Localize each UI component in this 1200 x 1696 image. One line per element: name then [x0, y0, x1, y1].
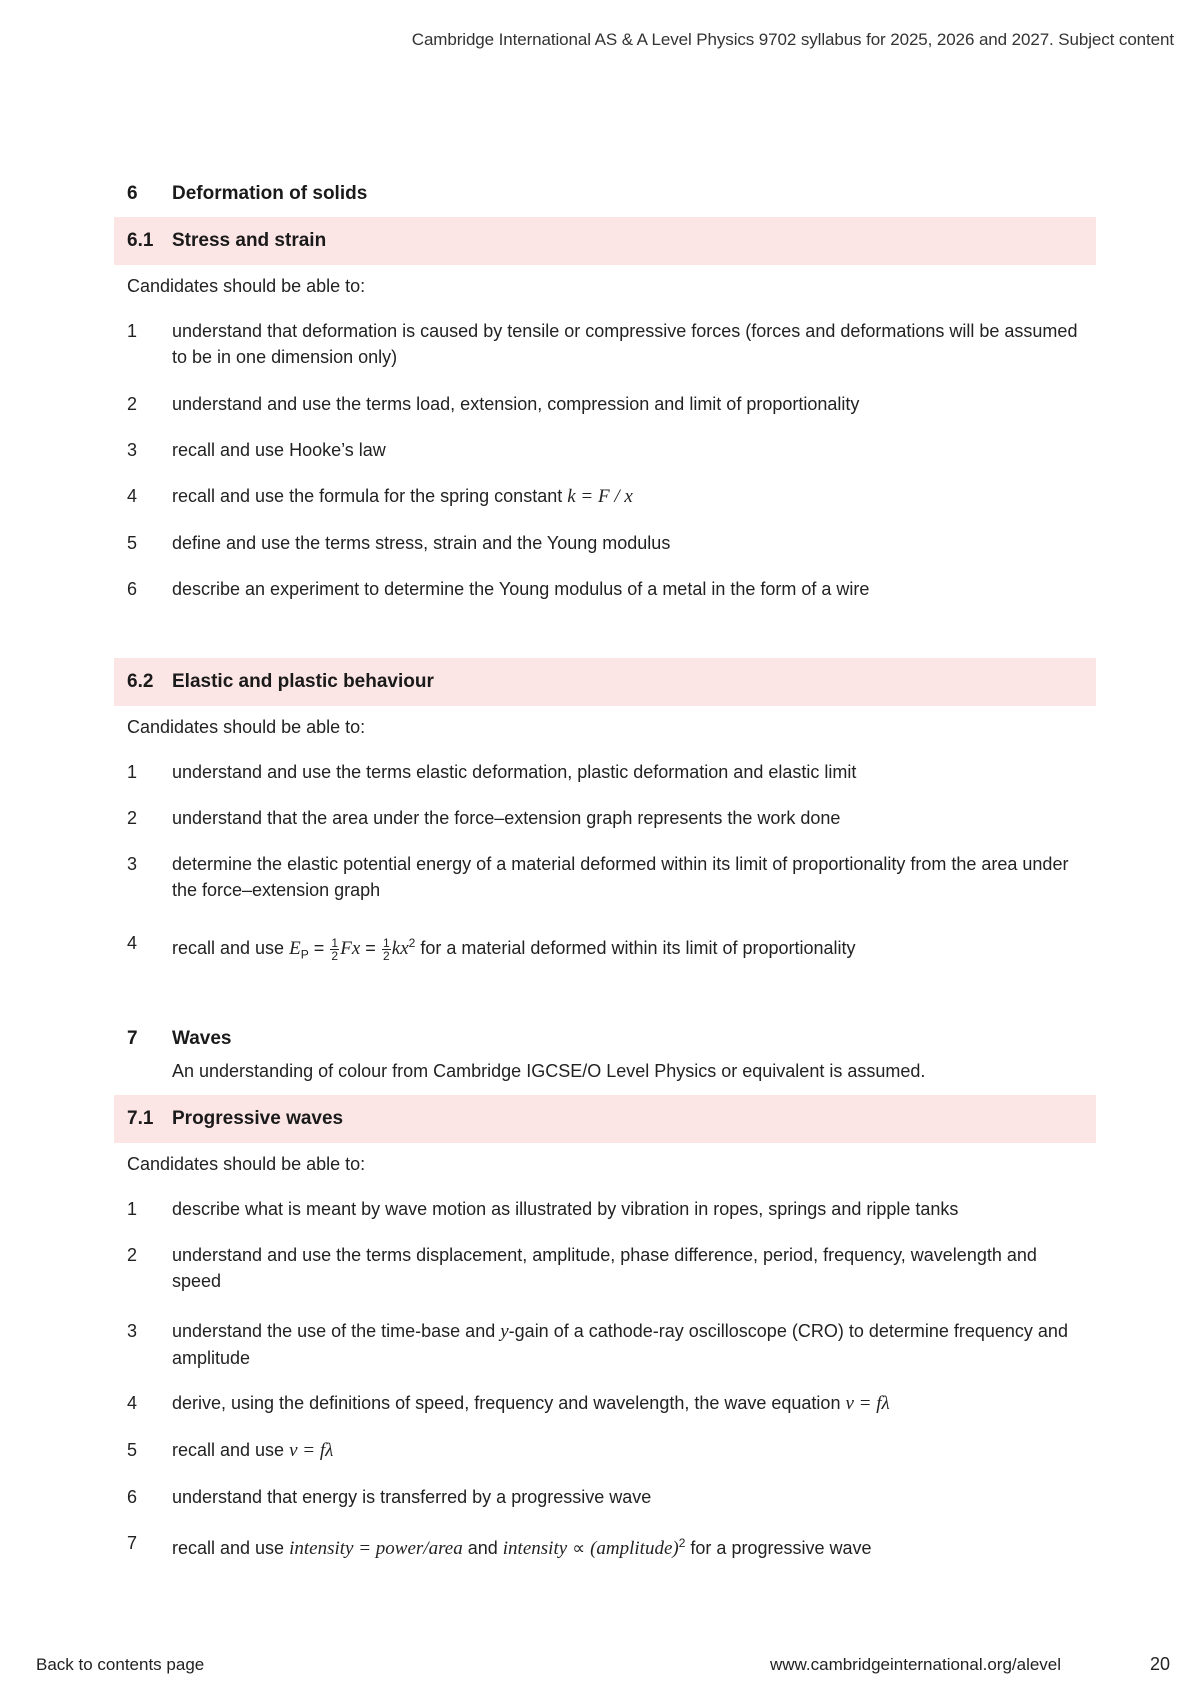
candidates-lead: Candidates should be able to: — [127, 1154, 366, 1174]
list-item — [127, 391, 1087, 417]
subsection-heading — [114, 1095, 1096, 1143]
item-text: describe an experiment to determine the Young modulus of a metal in the form of a wire — [172, 579, 870, 599]
item-text-part: for a material deformed within its limit of proportionality — [420, 938, 856, 958]
item-number: 1 — [127, 762, 138, 782]
website-link[interactable]: www.cambridgeinternational.org/alevel — [770, 1655, 1062, 1674]
list-item — [127, 437, 1087, 463]
item-number: 6 — [127, 579, 138, 599]
item-number: 5 — [127, 533, 138, 553]
item-number: 1 — [127, 321, 138, 341]
list-item — [127, 1242, 1087, 1294]
item-text — [172, 930, 1087, 968]
list-item — [127, 318, 1087, 370]
section-title: Deformation of solids — [172, 183, 368, 204]
list-item — [127, 1530, 1087, 1562]
item-text: describe what is meant by wave motion as illustrated by vibration in ropes, springs and ripple tanks — [172, 1199, 959, 1219]
item-text: determine the elastic potential energy of a material deformed within its limit of proportionality from the area under the force–extension graph — [172, 854, 1069, 900]
subsection-heading — [114, 658, 1096, 706]
subsection-number: 7.1 — [127, 1108, 154, 1129]
item-number: 3 — [127, 1321, 138, 1341]
list-item — [127, 1390, 1087, 1417]
item-text-part: recall and use — [172, 938, 285, 958]
list-item — [127, 483, 1087, 510]
item-text: understand and use the terms elastic deformation, plastic deformation and elastic limit — [172, 762, 857, 782]
subsection-number: 6.2 — [127, 671, 154, 692]
item-number: 1 — [127, 1199, 138, 1219]
exponent: 2 — [678, 1536, 686, 1550]
list-item — [127, 930, 1087, 968]
item-number: 7 — [127, 1533, 138, 1553]
candidates-lead: Candidates should be able to: — [127, 717, 366, 737]
item-text-part: derive, using the definitions of speed, frequency and wavelength, the wave equation — [172, 1393, 841, 1413]
list-item — [127, 851, 1087, 903]
item-text — [172, 1437, 1087, 1464]
formula: intensity = power/area — [289, 1538, 463, 1559]
list-item — [127, 576, 1087, 602]
running-header: Cambridge International AS & A Level Physics 9702 syllabus for 2025, 2026 and 2027. Subject content — [411, 30, 1174, 49]
list-item — [127, 759, 1087, 785]
section-intro: An understanding of colour from Cambridge IGCSE/O Level Physics or equivalent is assumed. — [172, 1061, 926, 1081]
item-number: 5 — [127, 1440, 138, 1460]
list-item — [127, 1196, 1087, 1222]
item-text-part: and — [467, 1538, 498, 1558]
list-item — [127, 805, 1087, 831]
item-number: 3 — [127, 440, 138, 460]
item-number: 2 — [127, 394, 138, 414]
section-heading — [127, 183, 367, 205]
item-text — [172, 1530, 1087, 1562]
item-text-part: for a progressive wave — [690, 1538, 872, 1558]
subsection-number: 6.1 — [127, 230, 154, 251]
section-number: 7 — [127, 1028, 138, 1049]
item-number: 4 — [127, 1393, 138, 1413]
item-text — [172, 483, 1087, 510]
item-text: understand that the area under the force–extension graph represents the work done — [172, 808, 841, 828]
candidates-lead: Candidates should be able to: — [127, 276, 366, 296]
list-item — [127, 1437, 1087, 1464]
item-number: 2 — [127, 808, 138, 828]
formula: y — [500, 1321, 509, 1342]
item-text: understand that energy is transferred by a progressive wave — [172, 1487, 652, 1507]
subsection-title: Elastic and plastic behaviour — [172, 671, 434, 692]
item-text-part: recall and use — [172, 1538, 285, 1558]
proportional-symbol: ∝ — [572, 1538, 586, 1558]
item-text: understand and use the terms load, extension, compression and limit of proportionality — [172, 394, 860, 414]
item-number: 4 — [127, 933, 138, 953]
item-text-part: recall and use the formula for the spring constant — [172, 486, 563, 506]
formula: v = fλ — [289, 1440, 334, 1461]
item-number: 4 — [127, 486, 138, 506]
subsection-title: Stress and strain — [172, 230, 327, 251]
subsection-title: Progressive waves — [172, 1108, 344, 1129]
item-text — [172, 1318, 1087, 1371]
item-text: recall and use Hooke’s law — [172, 440, 386, 460]
list-item — [127, 1318, 1087, 1371]
formula: v = fλ — [845, 1393, 890, 1414]
section-number: 6 — [127, 183, 138, 204]
page-number: 20 — [1149, 1654, 1170, 1674]
item-text-part: understand the use of the time-base and — [172, 1321, 496, 1341]
formula: (amplitude) — [590, 1538, 679, 1559]
item-text — [172, 1390, 1087, 1417]
formula: intensity — [502, 1538, 568, 1559]
item-text-part: -gain of a cathode-ray oscilloscope (CRO) to determine frequency and amplitude — [172, 1321, 1068, 1368]
section-heading — [127, 1028, 232, 1050]
list-item — [127, 530, 1087, 556]
section-title: Waves — [172, 1028, 232, 1049]
item-text: define and use the terms stress, strain and the Young modulus — [172, 533, 671, 553]
list-item — [127, 1484, 1087, 1510]
item-number: 2 — [127, 1245, 138, 1265]
formula: k = F / x — [567, 486, 633, 507]
item-number: 3 — [127, 854, 138, 874]
item-number: 6 — [127, 1487, 138, 1507]
item-text: understand that deformation is caused by tensile or compressive forces (forces and deformations will be assumed to be in one dimension only) — [172, 321, 1078, 367]
item-text: understand and use the terms displacement, amplitude, phase difference, period, frequency, wavelength and speed — [172, 1245, 1037, 1291]
back-to-contents-link[interactable]: Back to contents page — [36, 1655, 205, 1674]
formula-elastic-energy: $E_P$ = $\frac{1}{2}$ Fx = $\frac{1}{2}$ $kx^2$ — [289, 935, 416, 963]
subsection-heading — [114, 217, 1096, 265]
item-text-part: recall and use — [172, 1440, 285, 1460]
